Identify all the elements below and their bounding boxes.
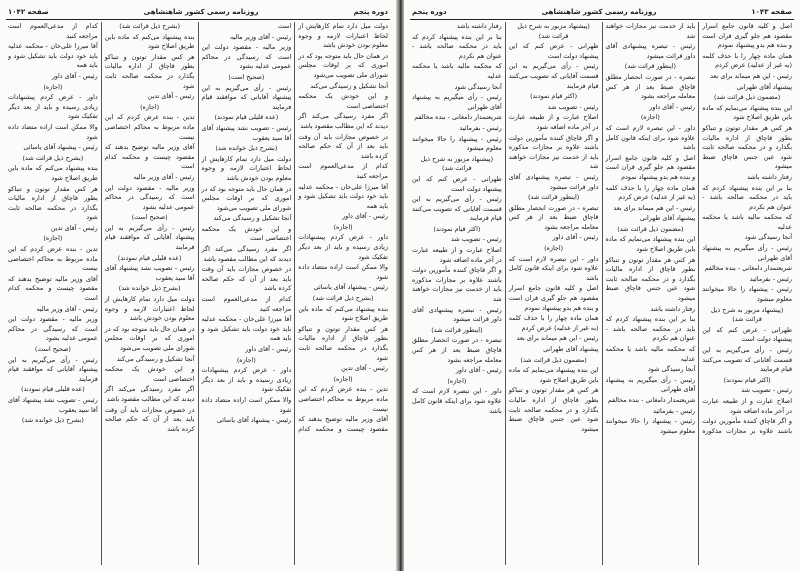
transcript-paragraph: رئیس - تبصره پیشنهادی آقای داور قرائت میشود xyxy=(508,172,599,191)
transcript-paragraph: پیشنهاد آقای طهرانی xyxy=(736,82,792,91)
transcript-paragraph: رئیس - تصویب نشد پیشنهاد آقای آقا سید یعقوب xyxy=(104,264,195,282)
transcript-paragraph: رئیس - پیشنهاد را حالا میخوانند معلوم میشود xyxy=(702,285,792,304)
transcript-paragraph: رئیس - تبصره پیشنهادی آقای داور قرائت میشود xyxy=(605,42,696,60)
transcript-paragraph: رئیس - تصویب شد xyxy=(451,235,502,244)
transcript-paragraph: رئیس - تصویب نشد پیشنهاد آقای آقا سید یعقوب xyxy=(8,395,98,414)
transcript-paragraph: (بشرح ذیل خوانده شد) xyxy=(118,284,181,293)
transcript-paragraph: بنا بر این بنده پیشنهاد کردم که باید در محکمه صالحه باشد - عنوان هم نکردم xyxy=(412,32,502,60)
transcript-paragraph: رئیس - آقای وزیر مالیه xyxy=(133,172,195,181)
transcript-paragraph: طهرانی - عرض کنم که این پیشنهاد دولت است xyxy=(508,42,599,60)
transcript-paragraph: تبصره - در صورت انحصار مطلق قاچاق ضبط بعد از هر کس معامله مراجعه بشود xyxy=(605,72,696,101)
transcript-paragraph: اصل و کلیه قانون جامع اسرار مقصود هم جلو گیری قران است و بنده هم بدو پیشنهاد نمودم xyxy=(605,153,696,181)
transcript-paragraph: (صحیح است) xyxy=(34,345,71,353)
transcript-paragraph: اصلاح عبارت و از طبیعه عبارت در آخر ماده اضافه شود xyxy=(702,396,792,415)
transcript-paragraph: (پیشنهاد مزبور به شرح ذیل قرائت شد) xyxy=(420,154,494,173)
transcript-paragraph: (بشرح ذیل قرائت شد) xyxy=(22,153,84,162)
transcript-paragraph: بنده پیشنهاد می‌کنم که ماده باین طریق اصلاح شود xyxy=(298,304,388,323)
transcript-paragraph: آنجا تشکیل و رسیدگی می‌کند xyxy=(310,81,388,90)
transcript-paragraph: طهرانی - عرض کنم که این پیشنهاد دولت است xyxy=(702,325,792,344)
transcript-paragraph: هر کس مقدار توتون و تنباکو بطور قاچاق از اداره مالیات بگذارد در محکمه صالحه ثابت شود xyxy=(298,324,388,362)
page-header xyxy=(8,5,388,18)
transcript-paragraph: رئیس - تصویب شد xyxy=(547,102,599,111)
transcript-paragraph: (بشرح ذیل قرائت شد) xyxy=(312,294,374,303)
transcript-paragraph: هر کس مقدار توتون و تنباکو بطور قاچاق از اداره مالیات بگذارد در محکمه صالحه ثابت شود xyxy=(8,184,98,222)
transcript-paragraph: آنجا تشکیل و رسیدگی می‌کند xyxy=(116,354,195,363)
session-label: دوره پنجم xyxy=(412,7,447,16)
transcript-paragraph: رئیس - رأی می‌گیریم به این قسمت آقایانی که تصویب می‌کنند قیام فرمایند xyxy=(412,195,502,223)
transcript-paragraph: رئیس - آقای وزیر مالیه xyxy=(36,304,98,313)
transcript-paragraph: (اکثر قیام نمودند) xyxy=(530,92,578,101)
transcript-paragraph: تدین - بنده عرض کردم که این ماده مربوط به محاکم اختصاصی نیست xyxy=(8,245,98,273)
transcript-paragraph: (اینطور قرائت شد) xyxy=(624,62,677,71)
transcript-paragraph: همان ماده چهار را با حذف کلمه (به غیر از عدلیه) عرض کردم xyxy=(508,314,599,332)
transcript-paragraph: در خصوص مجازات باید آن وقت باید بعد از آن که حکم صالحه کرده باشد xyxy=(201,265,292,293)
page-number: صفحه ۱۰۴۲ xyxy=(8,7,49,16)
transcript-paragraph: (اجازه) xyxy=(640,113,660,122)
transcript-paragraph: و این خودش یک محکمه اختصاصی است xyxy=(298,92,388,110)
transcript-paragraph: تدین - بنده عرض کردم که این ماده مربوط به محاکم اختصاصی نیست xyxy=(298,385,388,413)
transcript-paragraph: (صحیح است) xyxy=(131,213,168,222)
transcript-paragraph: همان ماده چهار را با حذف کلمه (به غیر از عدلیه) عرض کردم xyxy=(702,51,792,70)
transcript-paragraph: (اجازه) xyxy=(447,376,467,385)
transcript-paragraph: وزیر مالیه - مقصود دولت این است که رسیدگی در محاکم عمومی عدلیه بشود xyxy=(104,183,195,211)
transcript-paragraph: (اجازه) xyxy=(333,374,353,383)
transcript-paragraph: رفتار داشته باشد xyxy=(650,304,696,313)
transcript-paragraph: داور - این تبصره لازم است که علاوه شود برای اینکه قانون کامل باشد xyxy=(605,123,696,152)
transcript-paragraph: بنا بر این بنده پیشنهاد کردم که باید در محکمه صالحه باشد - عنوان هم نکردم xyxy=(702,183,792,211)
transcript-paragraph: اصل و کلیه قانون جامع اسرار مقصود هم جلو گیری قران است و بنده هم بدو پیشنهاد نمودم xyxy=(508,284,599,312)
transcript-paragraph: هر کس هر مقدار توتون و تنباکو بطور قاچاق از اداره مالیات بگذارد و در محکمه صالحه ثابت شود عین جنس قاچاق ضبط میشود xyxy=(702,123,792,171)
page-body-columns xyxy=(8,22,388,565)
transcript-paragraph: اگر مفرد رسیدگی می‌کند اگر دیدند که این مطالب مقصود باشد xyxy=(104,385,195,403)
transcript-paragraph: و اگر قاچاق کننده مأمورین دولت باشند علاوه بر مجازات مذکوره باید از خدمت نیز مجازات خواهند شد xyxy=(508,133,599,171)
transcript-paragraph: رئیس - رأی میگیریم به پیشنهاد آقای طهرانی xyxy=(412,93,502,111)
transcript-paragraph: رئیس - رأی می‌گیریم به این پیشنهاد آقایانی که موافقند قیام فرمایند xyxy=(8,355,98,383)
transcript-paragraph: (اینطور قرائت شد) xyxy=(527,193,580,202)
transcript-paragraph: رفتار داشته باشد xyxy=(747,172,792,181)
transcript-paragraph: (عده قلیلی قیام نمودند) xyxy=(214,113,279,122)
transcript-paragraph: کدام از مدعی‌العموم است مراجعه کنید xyxy=(201,295,292,313)
transcript-paragraph: رفتار داشته باشد xyxy=(456,22,502,30)
transcript-paragraph: آقا میرزا علی‌خان - محکمه عدلیه باید خود دولت باید تشکیل شود و باید همه xyxy=(8,42,98,70)
transcript-paragraph: رئیس - رأی می‌گیریم به این پیشنهاد آقایانی که موافقند قیام فرمایند xyxy=(104,223,195,252)
transcript-paragraph: (اجازه) xyxy=(43,82,63,91)
transcript-paragraph: (صحیح است) xyxy=(228,72,265,81)
transcript-paragraph: پیشنهاد آقای طهرانی xyxy=(639,214,696,223)
transcript-paragraph: داور - این تبصره لازم است که علاوه شود برای اینکه قانون کامل باشد xyxy=(412,387,502,415)
transcript-paragraph: (بشرح ذیل خوانده شد) xyxy=(21,416,84,425)
transcript-paragraph: این بنده پیشنهاد می‌نمایم که ماده باین طریق اصلاح شود xyxy=(702,103,792,122)
transcript-paragraph: رئیس - رأی میگیریم به پیشنهاد آقای طهرانی xyxy=(605,375,696,394)
transcript-paragraph: همان ماده چهار را با حذف کلمه (به غیر از عدلیه) عرض کردم xyxy=(605,183,696,202)
journal-title: روزنامه رسمی کشور شاهنشاهی xyxy=(541,7,657,16)
transcript-paragraph: رئیس - این هم میماند برای بعد xyxy=(710,71,792,80)
transcript-paragraph: (مضمون ذیل قرائت شد) xyxy=(520,355,587,364)
transcript-paragraph: رئیس - این هم میماند برای بعد xyxy=(613,203,696,212)
transcript-paragraph: و این خودش یک محکمه اختصاصی است xyxy=(104,365,195,383)
transcript-paragraph: دولت میل دارد تمام کارهایش از لحاظ اعتبارات لازمه و وجوه معلوم بودن خودش باشد xyxy=(298,22,388,50)
transcript-paragraph: در همان حال باید متوجه بود که در اموری که بر اوقات مجلس شورای ملی تصویب می‌شود xyxy=(298,51,388,79)
transcript-paragraph: (اجازه) xyxy=(544,244,564,253)
transcript-paragraph: آقای وزیر مالیه توضیح بدهند که مقصود چیست و محکمه کدام است xyxy=(104,143,195,171)
transcript-paragraph: (بشرح ذیل قرائت شد) xyxy=(119,22,181,30)
transcript-paragraph: اصلاح عبارت و از طبیعه عبارت در آخر ماده اضافه شود xyxy=(412,246,502,264)
transcript-paragraph: والا ممکن است اراده متضاد داده شود xyxy=(201,395,292,414)
transcript-paragraph: هر کس هر مقدار توتون و تنباکو بطور قاچاق از اداره مالیات بگذارد و در محکمه صالحه ثابت شود عین جنس قاچاق ضبط میشود xyxy=(605,255,696,303)
transcript-paragraph: رئیس - این هم میماند برای بعد xyxy=(516,334,599,343)
transcript-paragraph: در خصوص مجازات باید آن وقت باید بعد از آن که حکم صالحه کرده باشد xyxy=(298,132,388,160)
transcript-paragraph: بنا بر این بنده پیشنهاد کردم که باید در محکمه صالحه باشد - عنوان هم نکردم xyxy=(605,315,696,343)
transcript-paragraph: اصلاح عبارت و از طبیعه عبارت در آخر ماده اضافه شود xyxy=(508,113,599,131)
transcript-paragraph: داور - عرض کردم پیشنهادات زیادی رسیده و باید از بعد دیگر تفکیک شود xyxy=(8,93,98,121)
transcript-paragraph: رئیس - آقای داور xyxy=(552,233,599,242)
left-page xyxy=(0,0,396,571)
transcript-paragraph: رئیس - پیشنهاد آقای یاسائی xyxy=(313,283,388,292)
transcript-paragraph: رئیس - آقای داور xyxy=(342,212,388,221)
transcript-paragraph: اگر مفرد رسیدگی می‌کند اگر دیدند که این مطالب مقصود باشد xyxy=(201,245,292,263)
transcript-paragraph: هر کس هر مقدار توتون و تنباکو بطور قاچاق از اداره مالیات بگذارد و در محکمه صالحه ثابت شود عین جنس قاچاق ضبط میشود xyxy=(508,386,599,433)
transcript-paragraph: رئیس - تصویب شد xyxy=(741,386,792,395)
transcript-paragraph: تبصره - در صورت انحصار مطلق قاچاق ضبط بعد از هر کس معامله مراجعه بشود xyxy=(508,203,599,231)
transcript-paragraph: (اکثر قیام نمودند) xyxy=(723,375,771,384)
transcript-paragraph: (اجازه) xyxy=(140,102,160,111)
transcript-paragraph: (بشرح ذیل خوانده شد) xyxy=(215,144,278,153)
transcript-paragraph: (اجازه) xyxy=(333,222,353,231)
transcript-paragraph: کدام از مدعی‌العموم است مراجعه کنید xyxy=(298,162,388,180)
transcript-paragraph: در خصوص مجازات باید آن وقت باید بعد از آن که حکم صالحه کرده باشد xyxy=(104,405,195,433)
right-page xyxy=(404,0,800,571)
transcript-paragraph: آنجا رسیدگی شود xyxy=(647,365,696,374)
transcript-paragraph: دولت میل دارد تمام کارهایش از لحاظ اعتبارات لازمه و وجوه معلوم بودن خودش باشد xyxy=(104,295,195,323)
transcript-paragraph: کدام از مدعی‌العموم است مراجعه کنید xyxy=(8,22,98,40)
transcript-paragraph: (عده قلیلی قیام نمودند) xyxy=(117,253,182,262)
transcript-paragraph: رئیس - آقای تدین xyxy=(341,364,388,373)
transcript-paragraph: (پیشنهاد مزبور به شرح ذیل قرائت شد) xyxy=(710,305,784,324)
transcript-paragraph: رئیس - پیشنهاد آقای یاسائی xyxy=(216,416,292,425)
transcript-paragraph: اصل و کلیه قانون جامع اسرار مقصود هم جلو گیری قران است و بنده هم بدو پیشنهاد نمودم xyxy=(702,22,792,50)
transcript-paragraph: آقای وزیر مالیه توضیح بدهند که مقصود چیست و محکمه کدام است xyxy=(277,22,388,433)
transcript-paragraph: (مضمون ذیل قرائت شد) xyxy=(713,93,781,102)
header-rule xyxy=(410,19,794,20)
transcript-paragraph: رئیس - پیشنهاد را حالا میخوانند معلوم میشود xyxy=(412,134,502,153)
transcript-paragraph: طهرانی - عرض کنم که این پیشنهاد دولت است xyxy=(412,174,502,193)
transcript-paragraph: رئیس - رأی می‌گیریم به این قسمت آقایانی که تصویب می‌کنند قیام فرمایند xyxy=(702,346,792,374)
journal-title: روزنامه رسمی کشور شاهنشاهی xyxy=(143,7,259,16)
transcript-paragraph: آقای وزیر مالیه توضیح بدهند که مقصود چیست و محکمه کدام است xyxy=(8,274,98,303)
transcript-paragraph: رئیس - رأی میگیریم به پیشنهاد آقای طهرانی xyxy=(702,244,792,262)
transcript-paragraph: وزیر مالیه - مقصود دولت این است که رسیدگی در محاکم عمومی عدلیه بشود xyxy=(8,315,98,343)
transcript-paragraph: رئیس - رأی می‌گیریم به این پیشنهاد آقایانی که موافقند قیام فرمایند xyxy=(201,83,292,111)
transcript-paragraph: رئیس - آقای تدین xyxy=(147,92,195,101)
transcript-paragraph: (اجازه) xyxy=(236,355,256,364)
transcript-paragraph: والا ممکن است اراده متضاد داده شود xyxy=(298,263,388,281)
transcript-paragraph: رئیس - پیشنهاد را حالا میخوانند معلوم میشود xyxy=(605,417,696,435)
transcript-paragraph: تدین - بنده عرض کردم که این ماده مربوط به محاکم اختصاصی نیست xyxy=(104,113,195,141)
transcript-paragraph: شریعتمدار دامغانی - بنده مخالفم xyxy=(414,113,502,122)
transcript-paragraph: دولت میل دارد تمام کارهایش از لحاظ اعتبارات لازمه و وجوه معلوم بودن خودش باشد xyxy=(201,154,292,182)
transcript-paragraph: و این خودش یک محکمه اختصاصی است xyxy=(201,224,292,243)
transcript-paragraph: رئیس - تصویب نشد پیشنهاد آقای آقا سید یعقوب xyxy=(201,123,292,142)
transcript-paragraph: و اگر قاچاق کننده مأمورین دولت باشند علاوه بر مجازات مذکوره باید از خدمت نیز مجازات خواهند شد xyxy=(605,22,792,435)
transcript-paragraph: داور - عرض کردم پیشنهادات زیادی رسیده و باید از بعد دیگر تفکیک شود xyxy=(298,233,388,261)
transcript-paragraph: داور - این تبصره لازم است که علاوه شود برای اینکه قانون کامل باشد xyxy=(508,254,599,282)
transcript-paragraph: و اگر قاچاق کننده مأمورین دولت باشند علاوه بر مجازات مذکوره باید از خدمت نیز مجازات خواهند شد xyxy=(412,266,502,304)
transcript-paragraph: رئیس - آقای داور xyxy=(455,366,502,375)
transcript-paragraph: در همان حال باید متوجه بود که در اموری که بر اوقات مجلس شورای ملی تصویب می‌شود xyxy=(104,324,195,352)
transcript-paragraph: رئیس - آقای تدین xyxy=(50,223,98,232)
transcript-paragraph: رئیس - تبصره پیشنهادی آقای داور قرائت میشود xyxy=(412,305,502,324)
transcript-paragraph: (عده قلیلی قیام نمودند) xyxy=(20,385,85,394)
transcript-paragraph: (اجازه) xyxy=(43,234,63,243)
transcript-paragraph: (مضمون ذیل قرائت شد) xyxy=(617,224,684,233)
header-rule xyxy=(6,19,390,20)
transcript-paragraph: رئیس - آقای وزیر مالیه xyxy=(229,32,292,41)
transcript-paragraph: رئیس - بفرمائید xyxy=(459,123,502,132)
transcript-paragraph: وزیر مالیه - مقصود دولت این است که رسیدگی در محاکم عمومی عدلیه بشود xyxy=(201,43,292,71)
transcript-paragraph: در همان حال باید متوجه بود که در اموری که بر اوقات مجلس شورای ملی تصویب می‌شود xyxy=(201,184,292,212)
transcript-paragraph: رئیس - پیشنهاد آقای یاسائی xyxy=(23,143,98,152)
book-gutter xyxy=(396,0,404,571)
transcript-paragraph: این بنده پیشنهاد می‌نمایم که ماده باین طریق اصلاح شود xyxy=(605,235,696,254)
transcript-paragraph: آنجا رسیدگی شود xyxy=(744,233,792,242)
transcript-paragraph: (اینطور قرائت شد) xyxy=(431,325,483,334)
transcript-paragraph: رئیس - رأی می‌گیریم به این قسمت آقایانی که تصویب می‌کنند قیام فرمایند xyxy=(508,62,599,90)
transcript-paragraph: آقا میرزا علی‌خان - محکمه عدلیه باید خود دولت باید تشکیل شود و باید همه xyxy=(201,315,292,343)
transcript-paragraph: (پیشنهاد مزبور به شرح ذیل قرائت شد) xyxy=(517,22,590,40)
transcript-paragraph: آنجا رسیدگی شود xyxy=(454,82,502,91)
transcript-paragraph: اگر مفرد رسیدگی می‌کند اگر دیدند که این مطالب مقصود باشد xyxy=(298,112,388,130)
transcript-paragraph: پیشنهاد آقای طهرانی xyxy=(543,345,599,353)
transcript-paragraph: که محکمه مالیه باشد یا محکمه عدلیه xyxy=(605,345,696,363)
page-number: صفحه ۱۰۴۳ xyxy=(751,7,792,16)
transcript-paragraph: این بنده پیشنهاد می‌نمایم که ماده باین طریق اصلاح شود xyxy=(508,366,599,384)
transcript-paragraph: که محکمه مالیه باشد یا محکمه عدلیه xyxy=(412,62,502,80)
transcript-paragraph: رئیس - آقای داور xyxy=(649,102,696,111)
transcript-paragraph: رئیس - آقای داور xyxy=(245,345,292,353)
transcript-paragraph: تبصره - در صورت انحصار مطلق قاچاق ضبط بعد از هر کس معامله مراجعه بشود xyxy=(412,336,502,364)
transcript-paragraph: رئیس - بفرمائید xyxy=(749,274,792,283)
transcript-paragraph: رئیس - آقای داور xyxy=(51,71,98,80)
transcript-paragraph: هر کس مقدار توتون و تنباکو بطور قاچاق از اداره مالیات بگذارد در محکمه صالحه ثابت شود xyxy=(104,52,195,90)
transcript-paragraph: والا ممکن است اراده متضاد داده شود xyxy=(8,122,98,141)
transcript-paragraph: بنده پیشنهاد می‌کنم که ماده باین طریق اصلاح شود xyxy=(8,164,98,182)
transcript-paragraph: آنجا تشکیل و رسیدگی می‌کند xyxy=(213,214,292,223)
transcript-paragraph: بنده پیشنهاد می‌کنم که ماده باین طریق اصلاح شود xyxy=(104,32,195,51)
page-body-columns xyxy=(412,22,792,565)
transcript-paragraph: که محکمه مالیه باشد یا محکمه عدلیه xyxy=(702,213,792,231)
transcript-paragraph: (اکثر قیام نمودند) xyxy=(433,224,481,233)
transcript-paragraph: داور - عرض کردم پیشنهادات زیادی رسیده و باید از بعد دیگر تفکیک شود xyxy=(201,366,292,394)
transcript-paragraph: رئیس - بفرمائید xyxy=(652,406,696,415)
transcript-paragraph: آقا میرزا علی‌خان - محکمه عدلیه باید خود دولت باید تشکیل شود و باید همه xyxy=(298,182,388,210)
page-header xyxy=(412,5,792,18)
session-label: دوره پنجم xyxy=(353,7,388,16)
transcript-paragraph: شریعتمدار دامغانی - بنده مخالفم xyxy=(607,395,696,404)
transcript-paragraph: شریعتمدار دامغانی - بنده مخالفم xyxy=(704,264,792,273)
